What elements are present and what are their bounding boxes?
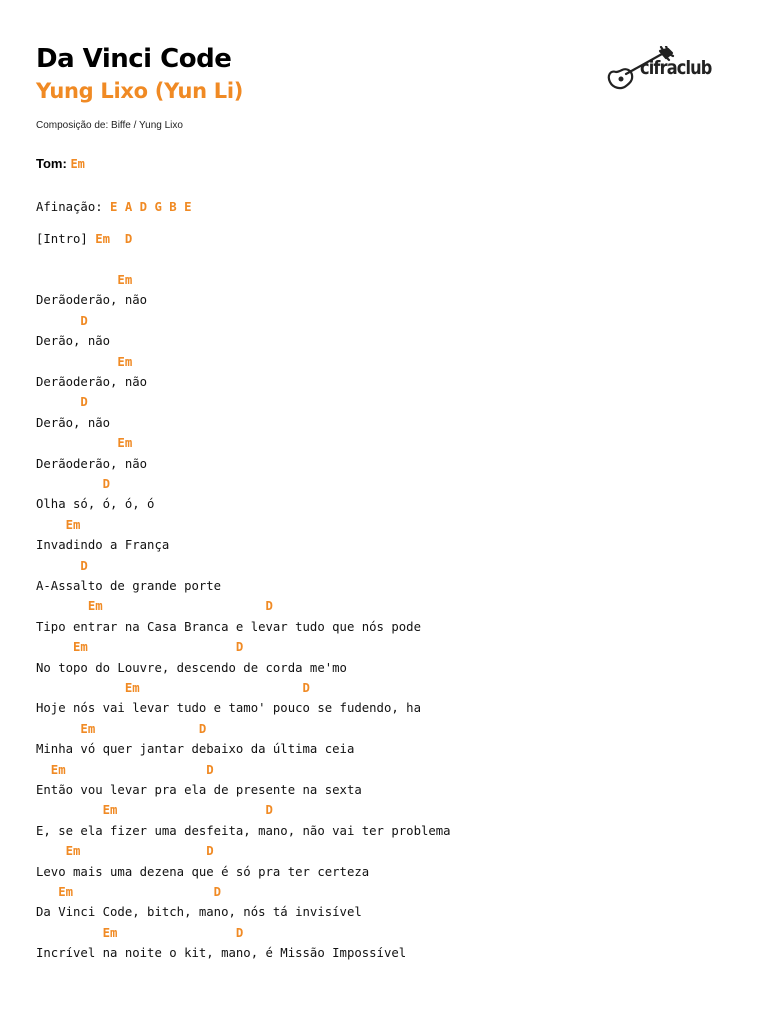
- lyric-line: Derãoderão, não: [36, 293, 148, 308]
- lyric-line: Derãoderão, não: [36, 375, 148, 389]
- key-chord[interactable]: Em: [70, 157, 85, 171]
- intro-chords[interactable]: Em D: [95, 232, 133, 246]
- lyric-line: Tipo entrar na Casa Branca e levar tudo que nós pode: [36, 619, 421, 634]
- tuning-label: Afinação:: [36, 200, 103, 214]
- chord-line[interactable]: Em: [36, 436, 133, 451]
- lyric-line: Da Vinci Code, bitch, mano, nós tá invisível: [36, 905, 362, 920]
- chord-line[interactable]: D: [36, 477, 111, 491]
- lyric-line: E, se ela fizer uma desfeita, mano, não vai ter problema: [36, 823, 451, 838]
- key-label: Tom:: [36, 156, 67, 171]
- chord-line[interactable]: Em D: [36, 681, 310, 695]
- lyric-line: Olha só, ó, ó, ó: [36, 497, 155, 512]
- intro-label: [Intro]: [36, 232, 88, 246]
- chord-line[interactable]: Em D: [36, 844, 214, 859]
- chord-line[interactable]: Em D: [36, 640, 244, 655]
- key-info: [36, 156, 85, 171]
- chord-line[interactable]: Em: [36, 273, 133, 287]
- lyric-line: Levo mais uma dezena que é só pra ter certeza: [36, 864, 370, 879]
- lyric-line: A-Assalto de grande porte: [36, 579, 222, 593]
- logo-wordmark: cifraclub: [640, 57, 712, 79]
- chord-line[interactable]: Em: [36, 517, 81, 532]
- tuning-notes[interactable]: E A D G B E: [110, 200, 192, 214]
- chord-line[interactable]: Em D: [36, 803, 273, 818]
- chord-line[interactable]: D: [36, 313, 88, 328]
- lyric-line: Minha vó quer jantar debaixo da última ceia: [36, 742, 355, 757]
- lyric-line: Então vou levar pra ela de presente na sexta: [36, 783, 362, 797]
- composition-credits: Composição de: Biffe / Yung Lixo: [36, 120, 183, 131]
- chord-line[interactable]: Em D: [36, 599, 273, 614]
- cifraclub-logo[interactable]: [606, 46, 722, 92]
- song-title: Da Vinci Code: [36, 44, 232, 74]
- chord-line[interactable]: Em D: [36, 885, 222, 899]
- chord-line[interactable]: Em D: [36, 762, 214, 777]
- chord-line[interactable]: Em: [36, 354, 133, 369]
- intro-line: [36, 231, 132, 247]
- artist-name[interactable]: Yung Lixo (Yun Li): [36, 79, 244, 103]
- chord-line[interactable]: D: [36, 395, 88, 410]
- chord-line[interactable]: Em D: [36, 721, 207, 736]
- tuning-info: [36, 199, 191, 215]
- chord-line[interactable]: Em D: [36, 925, 244, 940]
- lyric-line: Hoje nós vai levar tudo e tamo' pouco se fudendo, ha: [36, 701, 421, 716]
- lyric-line: Derãoderão, não: [36, 456, 148, 471]
- lyric-line: Incrível na noite o kit, mano, é Missão Impossível: [36, 946, 407, 961]
- chord-line[interactable]: D: [36, 558, 88, 573]
- lyric-line: Derão, não: [36, 334, 111, 349]
- lyric-line: Invadindo a França: [36, 538, 170, 553]
- lyric-line: No topo do Louvre, descendo de corda me'mo: [36, 660, 347, 675]
- lyric-line: Derão, não: [36, 415, 111, 430]
